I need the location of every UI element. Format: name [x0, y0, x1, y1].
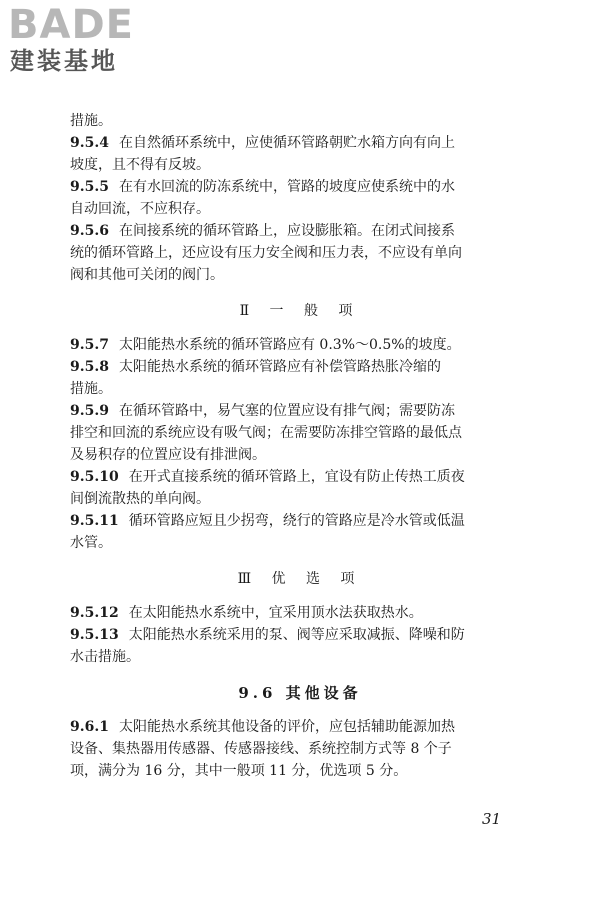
- clause-paragraph: [70, 356, 530, 400]
- text-line: [70, 154, 530, 176]
- clause-number: 9.5.12: [70, 605, 119, 621]
- clause-text: 措施。: [70, 113, 112, 129]
- clause-text: 阀和其他可关闭的阀门。: [70, 267, 224, 283]
- text-line: [70, 602, 530, 624]
- clause-number: 9.5.8: [70, 359, 109, 375]
- clause-text: 及易积存的位置应设有排泄阀。: [70, 447, 266, 463]
- clause-text: 在开式直接系统的循环管路上，宜设有防止传热工质夜: [128, 469, 465, 485]
- text-line: [70, 110, 530, 132]
- clause-text: 自动回流，不应积存。: [70, 201, 210, 217]
- clause-text: 循环管路应短且少拐弯，绕行的管路应是冷水管或低温: [128, 513, 465, 529]
- text-line: [70, 264, 530, 286]
- text-line: [70, 716, 530, 738]
- text-line: [70, 356, 530, 378]
- clause-text: 间倒流散热的单向阀。: [70, 491, 210, 507]
- clause-text: 排空和回流的系统应设有吸气阀；在需要防冻排空管路的最低点: [70, 425, 462, 441]
- clause-paragraph: [70, 132, 530, 176]
- logo-wordmark: BADE: [8, 2, 134, 48]
- clause-text: 坡度，且不得有反坡。: [70, 157, 210, 173]
- clause-number: 9.6.1: [70, 719, 109, 735]
- clause-text: 太阳能热水系统采用的泵、阀等应采取减振、降噪和防: [128, 627, 465, 643]
- text-line: [70, 400, 530, 422]
- section-heading: Ⅲ 优 选 项: [237, 571, 363, 587]
- text-line: [70, 738, 530, 760]
- clause-paragraph: [70, 602, 530, 624]
- text-line: [70, 646, 530, 668]
- clause-number: 9.5.9: [70, 403, 109, 419]
- text-line: [70, 176, 530, 198]
- clause-paragraph: [70, 110, 530, 132]
- text-line: [70, 220, 530, 242]
- clause-paragraph: [70, 176, 530, 220]
- text-line: [70, 624, 530, 646]
- clause-number: 9.5.4: [70, 135, 109, 151]
- clause-text: 在自然循环系统中，应使循环管路朝贮水箱方向有向上: [118, 135, 455, 151]
- logo: [8, 4, 134, 76]
- clause-text: 在循环管路中，易气塞的位置应设有排气阀；需要防冻: [118, 403, 455, 419]
- clause-number: 9.5.13: [70, 627, 119, 643]
- text-line: [70, 444, 530, 466]
- clause-text: 水管。: [70, 535, 112, 551]
- clause-text: 太阳能热水系统其他设备的评价，应包括辅助能源加热: [118, 719, 455, 735]
- text-line: [70, 378, 530, 400]
- clause-text: 在有水回流的防冻系统中，管路的坡度应使系统中的水: [118, 179, 455, 195]
- text-line: [70, 242, 530, 264]
- section-title: 9.6 其他设备: [238, 684, 362, 702]
- text-line: [70, 132, 530, 154]
- clause-paragraph: [70, 334, 530, 356]
- clause-text: 统的循环管路上，还应设有压力安全阀和压力表，不应设有单向: [70, 245, 462, 261]
- clause-paragraph: [70, 466, 530, 510]
- section-heading: Ⅱ 一 般 项: [239, 303, 361, 319]
- text-line: [70, 488, 530, 510]
- clause-text: 太阳能热水系统的循环管路应有 0.3%～0.5%的坡度。: [118, 337, 461, 353]
- text-line: [70, 532, 530, 554]
- clause-text: 项，满分为 16 分，其中一般项 11 分，优选项 5 分。: [70, 763, 408, 779]
- clause-text: 水击措施。: [70, 649, 140, 665]
- clause-paragraph: [70, 220, 530, 286]
- clause-paragraph: [70, 716, 530, 782]
- clause-text: 在间接系统的循环管路上，应设膨胀箱。在闭式间接系: [118, 223, 455, 239]
- clause-number: 9.5.11: [70, 513, 119, 529]
- clause-paragraph: [70, 510, 530, 554]
- text-line: [70, 760, 530, 782]
- clause-number: 9.5.10: [70, 469, 119, 485]
- text-line: [70, 334, 530, 356]
- logo-subtitle: 建装基地: [10, 47, 118, 75]
- clause-number: 9.5.6: [70, 223, 109, 239]
- page-number: 31: [482, 810, 502, 828]
- document-body: [70, 110, 530, 782]
- text-line: [70, 466, 530, 488]
- text-line: [70, 422, 530, 444]
- clause-text: 设备、集热器用传感器、传感器接线、系统控制方式等 8 个子: [70, 741, 452, 757]
- text-line: [70, 198, 530, 220]
- clause-text: 在太阳能热水系统中，宜采用顶水法获取热水。: [128, 605, 423, 621]
- clause-number: 9.5.7: [70, 337, 109, 353]
- clause-paragraph: [70, 400, 530, 466]
- text-line: [70, 510, 530, 532]
- clause-number: 9.5.5: [70, 179, 109, 195]
- clause-text: 太阳能热水系统的循环管路应有补偿管路热胀冷缩的: [118, 359, 441, 375]
- clause-paragraph: [70, 624, 530, 668]
- clause-text: 措施。: [70, 381, 112, 397]
